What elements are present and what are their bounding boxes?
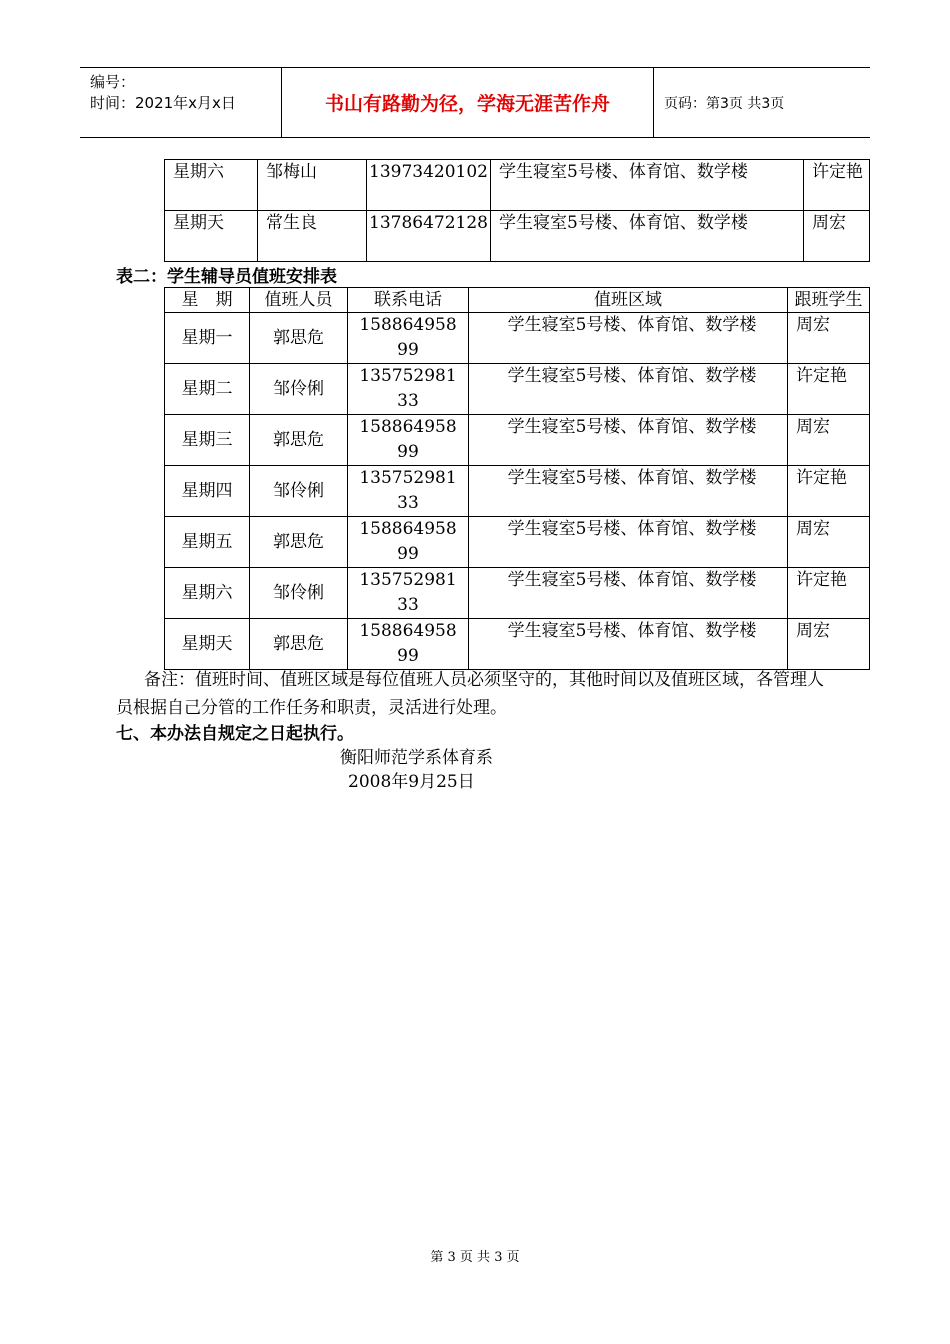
signature-date: 2008年9月25日 (348, 772, 475, 792)
clause-seven: 七、本办法自规定之日起执行。 (116, 724, 354, 744)
page-footer: 第 3 页 共 3 页 (430, 1250, 520, 1265)
day-cell: 星期六 (165, 160, 258, 211)
student-cell: 许定艳 (788, 466, 870, 517)
phone-cell: 13575298133 (348, 466, 469, 517)
header-name: 值班人员 (250, 288, 348, 313)
remark-paragraph: 备注：值班时间、值班区域是每位值班人员必须坚守的，其他时间以及值班区域，各管理人员根据自己分管的工作任务和职责，灵活进行处理。 (116, 670, 824, 718)
table-row (165, 466, 870, 517)
table-row (165, 517, 870, 568)
day-cell: 星期六 (165, 568, 250, 619)
header-info (80, 68, 282, 137)
table-header-row (165, 288, 870, 313)
table-row (165, 313, 870, 364)
day-cell: 星期一 (165, 313, 250, 364)
header-area: 值班区域 (469, 288, 788, 313)
student-cell: 周宏 (788, 415, 870, 466)
day-cell: 星期五 (165, 517, 250, 568)
phone-cell: 15886495899 (348, 619, 469, 670)
duty-table-continued (164, 159, 870, 262)
student-cell: 许定艳 (788, 364, 870, 415)
table2-title: 表二：学生辅导员值班安排表 (116, 267, 337, 287)
phone-cell: 13786472128 (367, 211, 491, 262)
phone-cell: 13973420102 (367, 160, 491, 211)
area-cell: 学生寝室5号楼、体育馆、数学楼 (469, 619, 788, 670)
phone-cell: 13575298133 (348, 364, 469, 415)
area-cell: 学生寝室5号楼、体育馆、数学楼 (469, 466, 788, 517)
phone-cell: 13575298133 (348, 568, 469, 619)
student-cell: 周宏 (788, 619, 870, 670)
day-cell: 星期天 (165, 211, 258, 262)
signature-org: 衡阳师范学系体育系 (340, 748, 493, 768)
area-cell: 学生寝室5号楼、体育馆、数学楼 (469, 313, 788, 364)
table-row (165, 619, 870, 670)
day-cell: 星期四 (165, 466, 250, 517)
header-day: 星 期 (165, 288, 250, 313)
student-cell: 许定艳 (804, 160, 870, 211)
name-cell: 郭思危 (250, 313, 348, 364)
area-cell: 学生寝室5号楼、体育馆、数学楼 (469, 568, 788, 619)
table-row (165, 364, 870, 415)
area-cell: 学生寝室5号楼、体育馆、数学楼 (491, 160, 804, 211)
phone-cell: 15886495899 (348, 517, 469, 568)
time-label: 时间：2021年x月x日 (90, 94, 236, 112)
phone-cell: 15886495899 (348, 415, 469, 466)
name-cell: 常生良 (258, 211, 367, 262)
header-motto: 书山有路勤为径，学海无涯苦作舟 (282, 68, 654, 137)
area-cell: 学生寝室5号楼、体育馆、数学楼 (469, 517, 788, 568)
name-cell: 郭思危 (250, 415, 348, 466)
table-row (165, 415, 870, 466)
name-cell: 邹伶俐 (250, 568, 348, 619)
student-cell: 周宏 (804, 211, 870, 262)
page-header (80, 67, 870, 138)
header-student: 跟班学生 (788, 288, 870, 313)
name-cell: 郭思危 (250, 619, 348, 670)
day-cell: 星期天 (165, 619, 250, 670)
student-cell: 周宏 (788, 517, 870, 568)
area-cell: 学生寝室5号楼、体育馆、数学楼 (491, 211, 804, 262)
header-phone: 联系电话 (348, 288, 469, 313)
table-row (165, 211, 870, 262)
phone-cell: 15886495899 (348, 313, 469, 364)
area-cell: 学生寝室5号楼、体育馆、数学楼 (469, 415, 788, 466)
day-cell: 星期二 (165, 364, 250, 415)
area-cell: 学生寝室5号楼、体育馆、数学楼 (469, 364, 788, 415)
page-number-label: 页码：第3页 共3页 (664, 95, 785, 112)
table-row (165, 568, 870, 619)
name-cell: 邹伶俐 (250, 466, 348, 517)
counselor-duty-table (164, 287, 870, 670)
day-cell: 星期三 (165, 415, 250, 466)
number-label: 编号： (90, 73, 136, 91)
name-cell: 邹伶俐 (250, 364, 348, 415)
student-cell: 周宏 (788, 313, 870, 364)
student-cell: 许定艳 (788, 568, 870, 619)
name-cell: 邹梅山 (258, 160, 367, 211)
name-cell: 郭思危 (250, 517, 348, 568)
table-row (165, 160, 870, 211)
